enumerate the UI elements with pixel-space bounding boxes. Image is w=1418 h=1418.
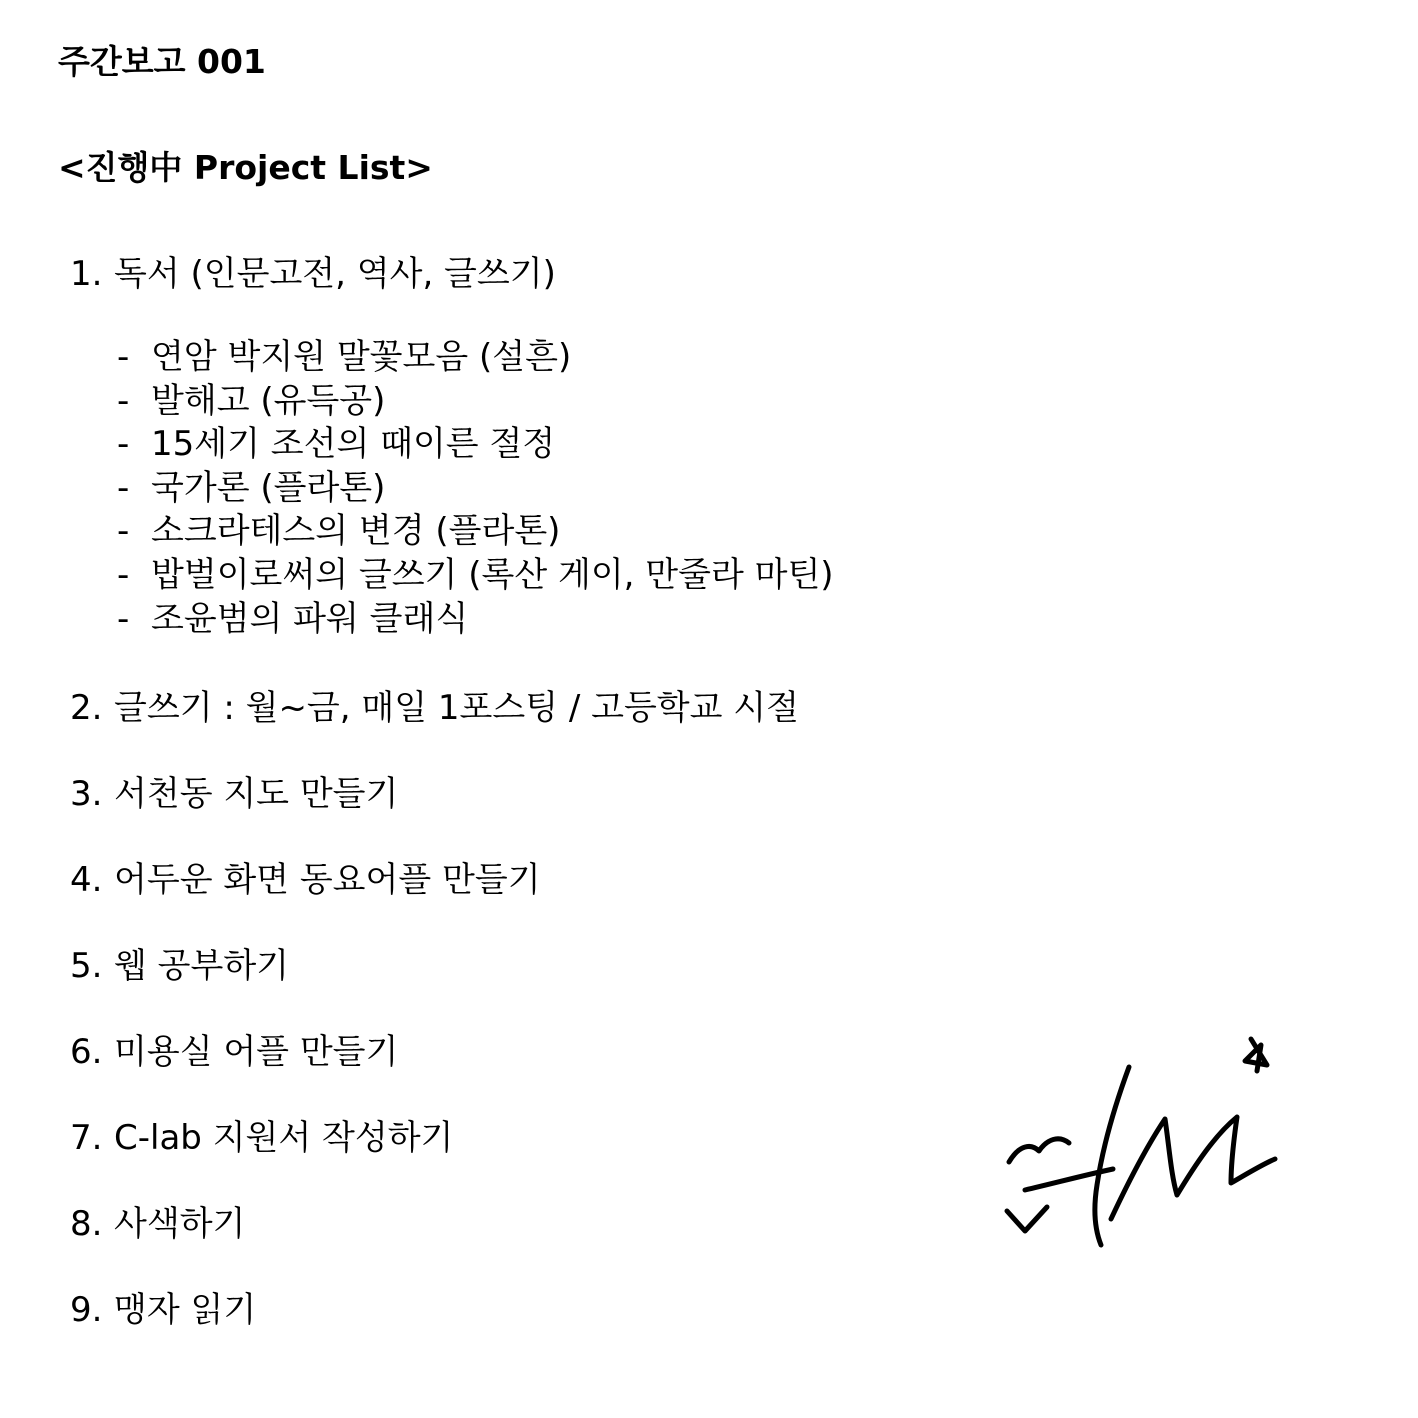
list-item-4 bbox=[70, 858, 541, 902]
list-item-8 bbox=[70, 1202, 245, 1246]
sub-list-item-text: 연암 박지원 말꽃모음 (설흔) bbox=[151, 337, 572, 377]
dash-marker: - bbox=[117, 511, 130, 552]
page-title: 주간보고 001 bbox=[58, 42, 266, 81]
list-item-3 bbox=[70, 772, 398, 816]
list-item-9 bbox=[70, 1288, 256, 1332]
sub-list-item-text: 발해고 (유득공) bbox=[151, 380, 386, 421]
list-item-number: 2. bbox=[70, 688, 103, 728]
list-item-number: 5. bbox=[70, 946, 103, 986]
list-item-text: 서천동 지도 만들기 bbox=[114, 774, 399, 814]
list-item-number: 6. bbox=[70, 1032, 103, 1072]
sub-list-item-text: 소크라테스의 변경 (플라톤) bbox=[151, 511, 561, 552]
sub-list-item bbox=[117, 423, 834, 467]
dash-marker: - bbox=[117, 424, 130, 465]
handwritten-signature-icon bbox=[995, 1025, 1285, 1255]
sub-list-item-text: 국가론 (플라톤) bbox=[151, 467, 386, 508]
list-item-7 bbox=[70, 1116, 453, 1160]
list-item-5 bbox=[70, 944, 289, 988]
reading-sub-list bbox=[117, 336, 834, 641]
list-item-text: 웹 공부하기 bbox=[114, 946, 290, 986]
list-item-text: C-lab 지원서 작성하기 bbox=[114, 1118, 454, 1158]
section-heading: <진행中 Project List> bbox=[58, 148, 433, 187]
sub-list-item bbox=[117, 380, 834, 424]
list-item-number: 4. bbox=[70, 860, 103, 900]
list-item-number: 7. bbox=[70, 1118, 103, 1158]
list-item-6 bbox=[70, 1030, 398, 1074]
list-item-text: 맹자 읽기 bbox=[114, 1290, 257, 1330]
dash-marker: - bbox=[117, 598, 130, 639]
list-item-text: 어두운 화면 동요어플 만들기 bbox=[114, 860, 541, 900]
dash-marker: - bbox=[117, 554, 130, 595]
dash-marker: - bbox=[117, 337, 130, 377]
sub-list-item bbox=[117, 554, 834, 598]
list-item-number: 9. bbox=[70, 1290, 103, 1330]
list-item-text: 사색하기 bbox=[114, 1204, 246, 1244]
list-item-number: 8. bbox=[70, 1204, 103, 1244]
sub-list-item bbox=[117, 336, 834, 380]
list-item-2 bbox=[70, 686, 799, 730]
sub-list-item bbox=[117, 510, 834, 554]
list-item-text: 글쓰기 : 월~금, 매일 1포스팅 / 고등학교 시절 bbox=[114, 688, 799, 728]
list-item-number: 1. bbox=[70, 254, 103, 294]
list-item-text: 미용실 어플 만들기 bbox=[114, 1032, 399, 1072]
sub-list-item bbox=[117, 598, 834, 642]
list-item-1 bbox=[70, 252, 556, 296]
list-item-number: 3. bbox=[70, 774, 103, 814]
sub-list-item-text: 밥벌이로써의 글쓰기 (록산 게이, 만줄라 마틴) bbox=[151, 554, 834, 595]
sub-list-item-text: 조윤범의 파워 클래식 bbox=[151, 598, 469, 639]
dash-marker: - bbox=[117, 380, 130, 421]
sub-list-item bbox=[117, 467, 834, 511]
list-item-text: 독서 (인문고전, 역사, 글쓰기) bbox=[114, 254, 556, 294]
dash-marker: - bbox=[117, 467, 130, 508]
sub-list-item-text: 15세기 조선의 때이른 절정 bbox=[151, 424, 556, 465]
